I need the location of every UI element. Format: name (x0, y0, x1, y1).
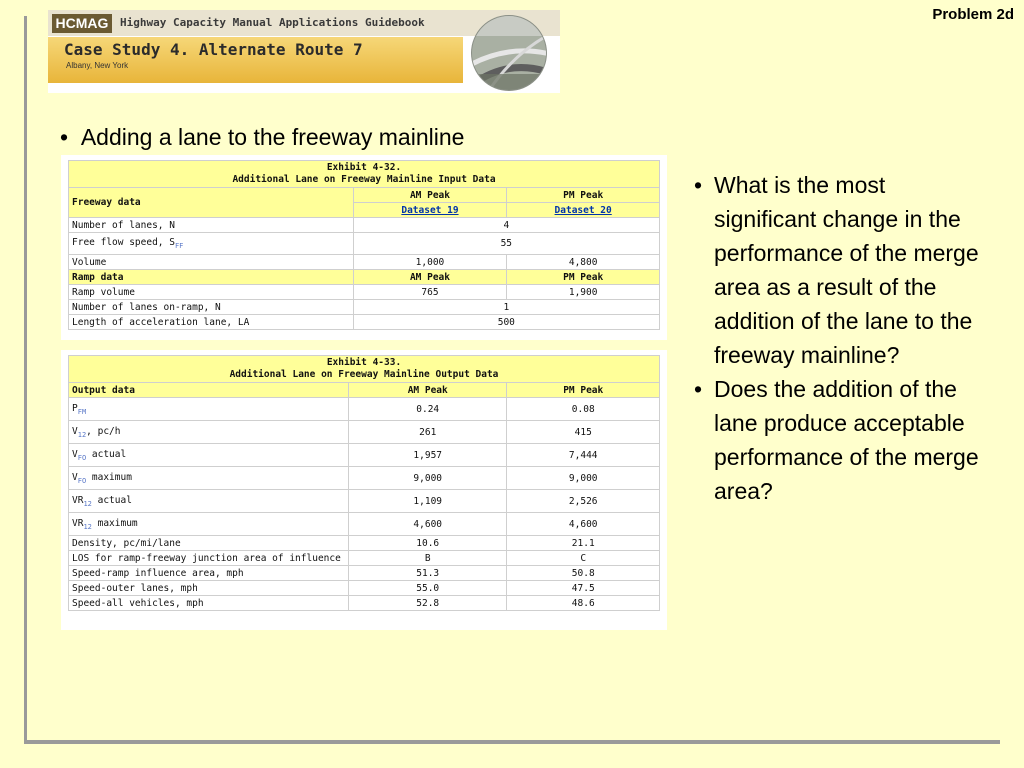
hcmag-logo: HCMAG (52, 14, 112, 33)
slide-frame-left (24, 16, 27, 744)
table-row: Speed-ramp influence area, mph 51.3 50.8 (69, 566, 660, 581)
header-banner (48, 10, 560, 93)
case-study-box (48, 37, 463, 83)
output-data-table (61, 350, 667, 630)
pm-peak-header: PM Peak (507, 383, 660, 398)
case-study-location: Albany, New York (66, 61, 129, 70)
table-row: $P_{FM}$ 0.24 0.08 (69, 398, 660, 421)
table-row: $VR_{12}$ actual 1,109 2,526 (69, 490, 660, 513)
table-row: $VR_{12}$ maximum 4,600 4,600 (69, 513, 660, 536)
slide-frame-bottom (24, 740, 1000, 744)
guidebook-title: Highway Capacity Manual Applications Guidebook (120, 16, 425, 29)
table-row: Number of lanes on-ramp, N 1 (69, 300, 660, 315)
table-row: $V_{12}$, pc/h 261 415 (69, 421, 660, 444)
discussion-questions (694, 168, 984, 508)
table-row: Length of acceleration lane, LA 500 (69, 315, 660, 330)
dataset-19-link[interactable]: Dataset 19 (353, 203, 507, 218)
problem-label: Problem 2d (932, 6, 1014, 23)
case-study-title: Case Study 4. Alternate Route 7 (64, 40, 363, 59)
main-bullet: • Adding a lane to the freeway mainline (60, 124, 465, 150)
table-row: $V_{FO}$ maximum 9,000 9,000 (69, 467, 660, 490)
highway-interchange-photo (468, 14, 550, 92)
question-item: • Does the addition of the lane produce acceptable performance of the merge area? (694, 376, 979, 504)
table-row: Free flow speed, $S_{FF}$ 55 (69, 233, 660, 255)
question-item: • What is the most significant change in the performance of the merge area as a result of the addition of the lane to the freeway mainline? (694, 172, 979, 368)
table-row: Number of lanes, N 4 (69, 218, 660, 233)
table-row: Speed-all vehicles, mph 52.8 48.6 (69, 596, 660, 611)
am-peak-header: AM Peak (348, 383, 506, 398)
table-row: $V_{FO}$ actual 1,957 7,444 (69, 444, 660, 467)
table-row: Ramp data AM Peak PM Peak (69, 270, 660, 285)
section-label: Freeway data (69, 188, 354, 218)
pm-peak-header: PM Peak (507, 188, 660, 203)
table-row: LOS for ramp-freeway junction area of influence B C (69, 551, 660, 566)
dataset-20-link[interactable]: Dataset 20 (507, 203, 660, 218)
output-data-header: Output data (69, 383, 349, 398)
input-data-table (61, 155, 667, 340)
am-peak-header: AM Peak (353, 188, 507, 203)
table-row: Speed-outer lanes, mph 55.0 47.5 (69, 581, 660, 596)
table-row: Ramp volume 765 1,900 (69, 285, 660, 300)
table-caption: Exhibit 4-32. Additional Lane on Freeway Mainline Input Data (69, 161, 660, 188)
main-bullet-text: Adding a lane to the freeway mainline (80, 124, 465, 150)
table-caption: Exhibit 4-33. Additional Lane on Freeway Mainline Output Data (69, 356, 660, 383)
table-row: Density, pc/mi/lane 10.6 21.1 (69, 536, 660, 551)
table-row: Volume 1,000 4,800 (69, 255, 660, 270)
